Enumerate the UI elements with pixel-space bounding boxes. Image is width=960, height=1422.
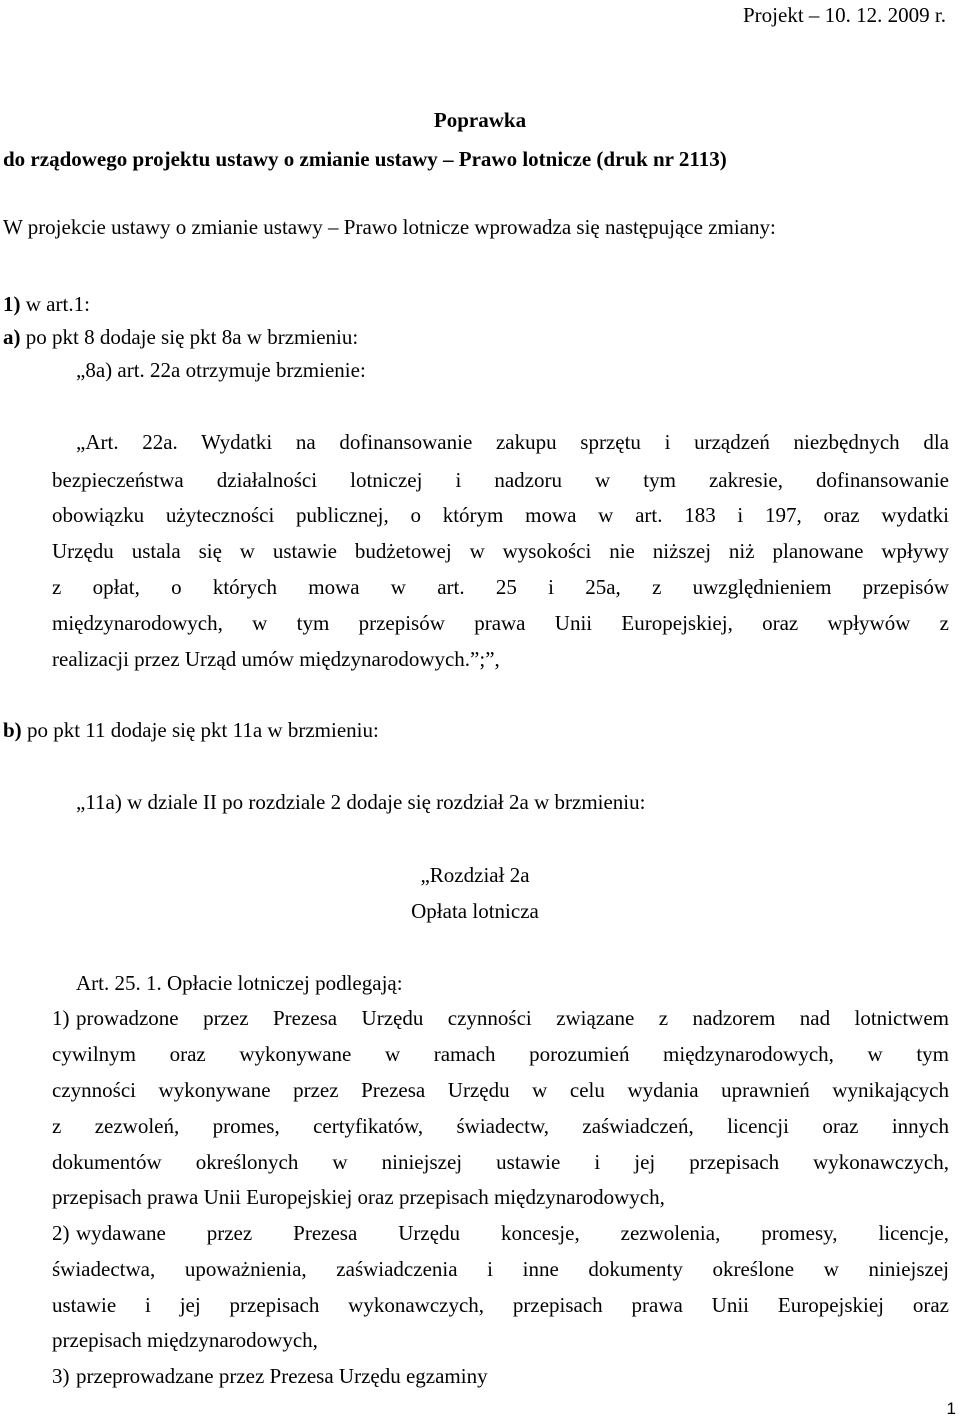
point-1-label: 1)	[3, 292, 21, 316]
quote-11a: „11a) w dziale II po rozdziale 2 dodaje się rozdział 2a w brzmieniu:	[76, 790, 646, 814]
item-2-first-text: wydawane przez Prezesa Urzędu koncesje, zezwolenia, promesy, licencje,	[76, 1221, 949, 1245]
item-1-first-text: prowadzone przez Prezesa Urzędu czynności związane z nadzorem nad lotnictwem	[76, 1006, 949, 1030]
item-1-line-2: cywilnym oraz wykonywane w ramach porozumień międzynarodowych, w tym	[52, 1042, 949, 1066]
chapter-title: „Rozdział 2a	[420, 863, 530, 887]
point-a-label: a)	[3, 325, 21, 349]
point-a-text: po pkt 8 dodaje się pkt 8a w brzmieniu:	[20, 325, 359, 349]
point-1	[3, 291, 90, 317]
art22a-line-4: Urzędu ustala się w ustawie budżetowej w wysokości nie niższej niż planowane wpływy	[52, 539, 949, 563]
art22a-line-1: „Art. 22a. Wydatki na dofinansowanie zakupu sprzętu i urządzeń niezbędnych dla	[76, 430, 949, 454]
art22a-line-3: obowiązku użyteczności publicznej, o którym mowa w art. 183 i 197, oraz wydatki	[52, 503, 949, 527]
chapter-subtitle: Opłata lotnicza	[411, 899, 539, 923]
item-2-first-line	[52, 1220, 949, 1246]
page-number: 1	[946, 1399, 956, 1418]
item-3	[52, 1363, 488, 1389]
quote-8a: „8a) art. 22a otrzymuje brzmienie:	[76, 358, 366, 382]
item-2-line-2: świadectwa, upoważnienia, zaświadczenia i inne dokumenty określone w niniejszej	[52, 1257, 949, 1281]
art22a-line-5: z opłat, o których mowa w art. 25 i 25a, z uwzględnieniem przepisów	[52, 575, 949, 599]
item-2-line-3: ustawie i jej przepisach wykonawczych, przepisach prawa Unii Europejskiej oraz	[52, 1293, 949, 1317]
art22a-line-7: realizacji przez Urząd umów międzynarodowych.”;”,	[52, 647, 500, 671]
item-1-line-6: przepisach prawa Unii Europejskiej oraz przepisach międzynarodowych,	[52, 1185, 665, 1209]
item-3-number: 3)	[52, 1364, 70, 1388]
point-1-text: w art.1:	[20, 292, 90, 316]
intro-sentence: W projekcie ustawy o zmianie ustawy – Prawo lotnicze wprowadza się następujące zmiany:	[3, 215, 776, 239]
art25-intro: Art. 25. 1. Opłacie lotniczej podlegają:	[76, 971, 403, 995]
document-title: Poprawka	[433, 108, 527, 132]
point-b-text: po pkt 11 dodaje się pkt 11a w brzmieniu:	[21, 718, 379, 742]
point-b-label: b)	[3, 718, 22, 742]
item-2-line-4: przepisach międzynarodowych,	[52, 1328, 318, 1352]
item-1-number: 1)	[52, 1006, 70, 1030]
point-b	[3, 717, 379, 743]
point-a	[3, 324, 358, 350]
art22a-line-2: bezpieczeństwa działalności lotniczej i nadzoru w tym zakresie, dofinansowanie	[52, 468, 949, 492]
item-2-number: 2)	[52, 1221, 70, 1245]
item-1-line-3: czynności wykonywane przez Prezesa Urzędu w celu wydania uprawnień wynikających	[52, 1078, 949, 1102]
item-1-line-5: dokumentów określonych w niniejszej ustawie i jej przepisach wykonawczych,	[52, 1150, 949, 1174]
project-date: Projekt – 10. 12. 2009 r.	[743, 3, 946, 27]
art22a-line-6: międzynarodowych, w tym przepisów prawa Unii Europejskiej, oraz wpływów z	[52, 611, 949, 635]
item-1-first-line	[52, 1005, 949, 1031]
document-subtitle: do rządowego projektu ustawy o zmianie ustawy – Prawo lotnicze (druk nr 2113)	[3, 147, 727, 171]
item-3-text: przeprowadzane przez Prezesa Urzędu egzaminy	[76, 1364, 488, 1388]
item-1-line-4: z zezwoleń, promes, certyfikatów, świadectw, zaświadczeń, licencji oraz innych	[52, 1114, 949, 1138]
